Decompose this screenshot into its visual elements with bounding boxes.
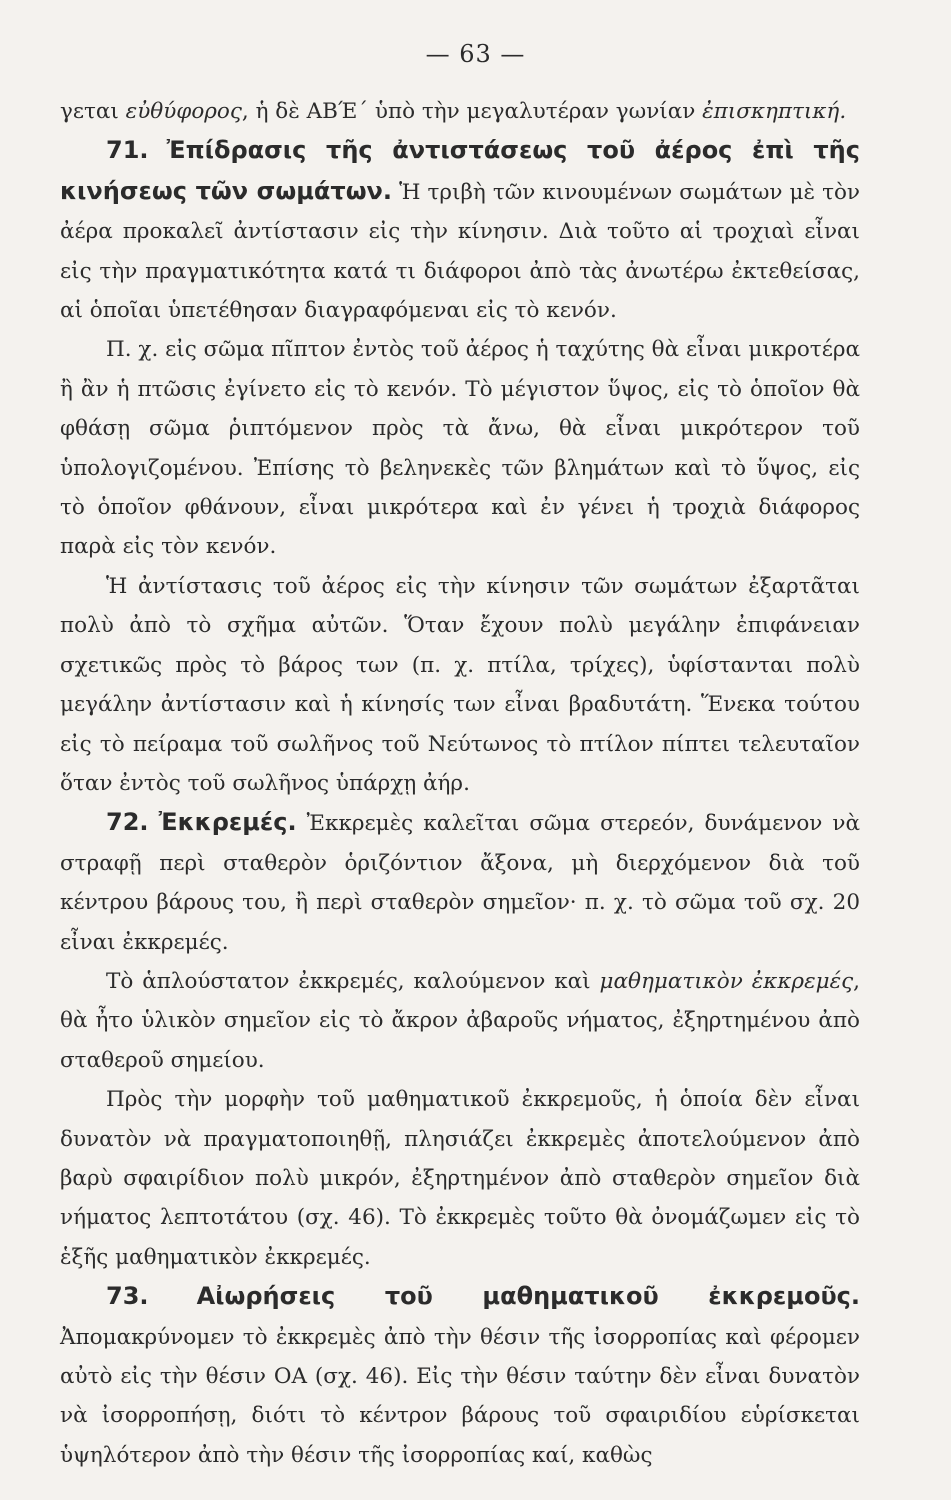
text-run: , ἡ δὲ ΑΒΈ΄ ὑπὸ τὴν μεγαλυτέραν γωνίαν (241, 99, 703, 124)
text-run: , θὰ ἦτο ὑλικὸν σημεῖον εἰς τὸ ἄκρον ἀβαροῦς νήματος, ἐξηρτημένου ἀπὸ σταθεροῦ σημείου. (60, 968, 861, 1073)
section-body: Ἡ τριβὴ τῶν κινουμένων σωμάτων μὲ τὸν ἀέρα προκαλεῖ ἀντίστασιν εἰς τὴν κίνησιν. Διὰ τοῦτο αἱ τροχιαὶ εἶναι εἰς τὴν πραγματικότητα κατά τι διάφοροι ἀπὸ τὰς ἀνωτέρω ἐκτεθείσας, αἱ ὁποῖαι ὑπετέθησαν διαγραφόμεναι εἰς τὸ κενόν. (60, 179, 860, 324)
section-number: 71. (106, 136, 149, 165)
paragraph: Πρὸς τὴν μορφὴν τοῦ μαθηματικοῦ ἐκκρεμοῦς, ἡ ὁποία δὲν εἶναι δυνατὸν νὰ πραγματοποιηθῇ, πλησιάζει ἐκκρεμὲς ἀποτελούμενον ἀπὸ βαρὺ σφαιρίδιον πολὺ μικρόν, ἐξηρτημένον ἀπὸ σταθερὸν σημεῖον διὰ νήματος λεπτοτάτου (σχ. 46). Τὸ ἐκκρεμὲς τοῦτο θὰ ὀνομάζωμεν εἰς τὸ ἑξῆς μαθηματικὸν ἐκκρεμές. (60, 1087, 860, 1270)
body-text (60, 92, 860, 1475)
section-72 (60, 803, 860, 962)
italic-term: μαθηματικὸν ἐκκρεμές (599, 968, 854, 994)
section-heading: Ἐπίδρασις τῆς ἀντιστάσεως τοῦ ἀέρος ἐπὶ τῆς κινήσεως τῶν σωμάτων. (60, 136, 860, 205)
paragraph: Ἡ ἀντίστασις τοῦ ἀέρος εἰς τὴν κίνησιν τῶν σωμάτων ἐξαρτᾶται πολὺ ἀπὸ τὸ σχῆμα αὐτῶν. Ὅταν ἔχουν πολὺ μεγάλην ἐπιφάνειαν σχετικῶς πρὸς τὸ βάρος των (π. χ. πτίλα, τρίχες), ὑφίστανται πολὺ μεγάλην ἀντίστασιν καὶ ἡ κίνησίς των εἶναι βραδυτάτη. Ἕνεκα τούτου εἰς τὸ πείραμα τοῦ σωλῆνος τοῦ Νεύτωνος τὸ πτίλον πίπτει τελευταῖον ὅταν ἐντὸς τοῦ σωλῆνος ὑπάρχῃ ἀήρ. (60, 573, 860, 796)
section-73 (60, 1277, 860, 1475)
italic-term: εὐθύφορος (125, 99, 242, 124)
section-body: Ἀπομακρύνομεν τὸ ἐκκρεμὲς ἀπὸ τὴν θέσιν τῆς ἰσορροπίας καὶ φέρομεν αὐτὸ εἰς τὴν θέσιν ΟΑ (σχ. 46). Εἰς τὴν θέσιν ταύτην δὲν εἶναι δυνατὸν νὰ ἰσορροπήσῃ, διότι τὸ κέντρον βάρους τοῦ σφαιριδίου εὑρίσκεται ὑψηλότερον ἀπὸ τὴν θέσιν τῆς ἰσορροπίας καί, καθὼς (60, 1324, 860, 1468)
text-run: Τὸ ἁπλούστατον ἐκκρεμές, καλούμενον καὶ (106, 968, 600, 994)
section-heading: Αἰωρήσεις τοῦ μαθηματικοῦ ἐκκρεμοῦς. (196, 1282, 860, 1311)
page-number: — 63 — (425, 40, 526, 68)
italic-term: ἐπισκηπτική. (702, 99, 847, 124)
section-number: 73. (106, 1282, 149, 1311)
paragraph (60, 962, 860, 1080)
paragraph-continuation (60, 92, 860, 131)
section-number: 72. (106, 808, 149, 837)
paragraph: Π. χ. εἰς σῶμα πῖπτον ἐντὸς τοῦ ἀέρος ἡ ταχύτης θὰ εἶναι μικροτέρα ἢ ἂν ἡ πτῶσις ἐγίνετο εἰς τὸ κενόν. Τὸ μέγιστον ὕψος, εἰς τὸ ὁποῖον θὰ φθάσῃ σῶμα ῥιπτόμενον πρὸς τὰ ἄνω, θὰ εἶναι μικρότερον τοῦ ὑπολογιζομένου. Ἐπίσης τὸ βεληνεκὲς τῶν βλημάτων καὶ τὸ ὕψος, εἰς τὸ ὁποῖον φθάνουν, εἶναι μικρότερα καὶ ἐν γένει ἡ τροχιὰ διάφορος παρὰ εἰς τὸν κενόν. (60, 337, 860, 560)
section-heading: Ἐκκρεμές. (158, 808, 297, 837)
text-run: γεται (60, 99, 126, 124)
section-71 (60, 131, 860, 330)
section-body: Ἐκκρεμὲς καλεῖται σῶμα στερεόν, δυνάμενον νὰ στραφῇ περὶ σταθερὸν ὁριζόντιον ἄξονα, μὴ διερχόμενον διὰ τοῦ κέντρου βάρους του, ἢ περὶ σταθερὸν σημεῖον· π. χ. τὸ σῶμα τοῦ σχ. 20 εἶναι ἐκκρεμές. (60, 811, 860, 955)
